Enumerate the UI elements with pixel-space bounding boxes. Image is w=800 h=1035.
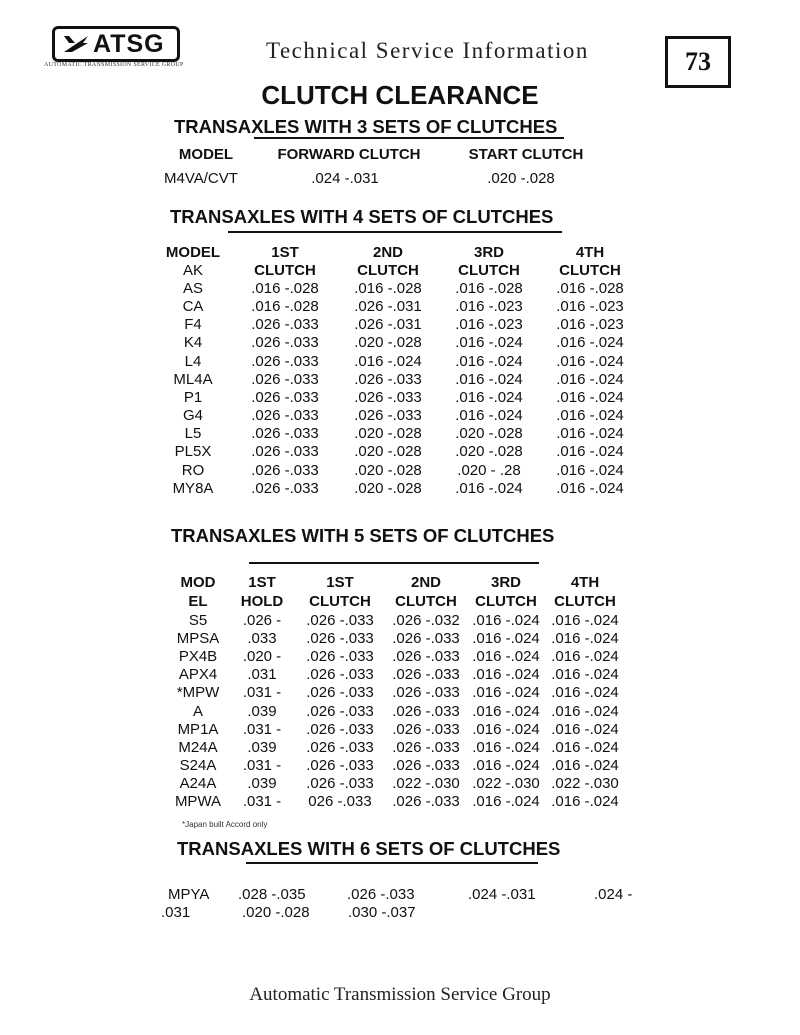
section5-value-cell: .039 bbox=[247, 703, 277, 720]
section4-col-header: 2ND bbox=[372, 244, 403, 261]
section5-value-cell: .031 - bbox=[242, 721, 282, 738]
section5-value-cell: .016 -.024 bbox=[472, 739, 540, 756]
section5-col-header: 1ST bbox=[248, 574, 276, 591]
section5-value-cell: .016 -.024 bbox=[551, 757, 619, 774]
section5-value-cell: .016 -.024 bbox=[551, 739, 619, 756]
section4-value-cell: .026 -.033 bbox=[251, 371, 319, 388]
section5-model-cell: MPSA bbox=[176, 630, 220, 647]
section4-model-cell: AS bbox=[182, 280, 203, 297]
section5-value-cell: .026 -.033 bbox=[306, 666, 374, 683]
section5-value-cell: .016 -.024 bbox=[472, 757, 540, 774]
section5-value-cell: .016 -.024 bbox=[472, 703, 540, 720]
section4-value-cell: .016 -.024 bbox=[354, 353, 422, 370]
section4-value-cell: .016 -.024 bbox=[556, 443, 624, 460]
section5-model-cell: A24A bbox=[179, 775, 217, 792]
section5-col-header: 2ND bbox=[410, 574, 441, 591]
section5-value-cell: .016 -.024 bbox=[472, 648, 540, 665]
logo-subtitle: AUTOMATIC TRANSMISSION SERVICE GROUP bbox=[44, 62, 184, 68]
section4-value-cell: .020 -.028 bbox=[354, 480, 422, 497]
section6-model: MPYA bbox=[168, 886, 210, 903]
section4-value-cell: .016 -.024 bbox=[556, 480, 624, 497]
section5-value-cell: .026 -.033 bbox=[306, 757, 374, 774]
section4-value-cell: .016 -.024 bbox=[556, 371, 624, 388]
section4-value-cell: .016 -.028 bbox=[455, 280, 523, 297]
section4-value-cell: .016 -.024 bbox=[556, 389, 624, 406]
section5-value-cell: .016 -.024 bbox=[551, 612, 619, 629]
section5-value-cell: .026 -.033 bbox=[392, 757, 460, 774]
section5-model-cell: A bbox=[192, 703, 203, 720]
section5-value-cell: .026 -.033 bbox=[306, 684, 374, 701]
section4-value-cell: .016 -.028 bbox=[251, 298, 319, 315]
section4-value-cell: .026 -.033 bbox=[251, 389, 319, 406]
section5-value-cell: .016 -.024 bbox=[551, 793, 619, 810]
section5-value-cell: .031 bbox=[247, 666, 277, 683]
section4-value-cell: .026 -.033 bbox=[251, 407, 319, 424]
section4-value-cell: .016 -.024 bbox=[556, 425, 624, 442]
section4-model-cell: AK bbox=[182, 262, 203, 279]
section3-col-model: MODEL bbox=[178, 146, 234, 163]
section5-value-cell: .026 -.033 bbox=[306, 612, 374, 629]
section5-value-cell: .026 -.033 bbox=[392, 703, 460, 720]
section5-value-cell: .016 -.024 bbox=[551, 684, 619, 701]
section5-col-header: MOD bbox=[180, 574, 216, 591]
section5-value-cell: .016 -.024 bbox=[472, 666, 540, 683]
section4-heading: TRANSAXLES WITH 4 SETS OF CLUTCHES bbox=[170, 206, 554, 227]
section4-rule bbox=[228, 231, 562, 233]
section4-value-cell: .016 -.024 bbox=[455, 407, 523, 424]
eagle-wing-icon bbox=[63, 35, 89, 53]
section5-value-cell: .026 -.032 bbox=[392, 612, 460, 629]
section4-value-cell: .026 -.033 bbox=[251, 443, 319, 460]
section4-value-cell: .016 -.024 bbox=[556, 407, 624, 424]
section4-value-cell: .016 -.023 bbox=[556, 316, 624, 333]
section6-value: .030 -.037 bbox=[348, 904, 416, 921]
section5-model-cell: *MPW bbox=[176, 684, 220, 701]
section4-value-cell: .016 -.024 bbox=[455, 389, 523, 406]
section5-value-cell: .031 - bbox=[242, 757, 282, 774]
section4-value-cell: .020 -.028 bbox=[455, 425, 523, 442]
section4-value-cell: .026 -.031 bbox=[354, 298, 422, 315]
section5-rule bbox=[249, 562, 539, 564]
section5-value-cell: .026 - bbox=[242, 612, 282, 629]
page-title: CLUTCH CLEARANCE bbox=[261, 80, 539, 110]
section4-value-cell: .026 -.031 bbox=[354, 316, 422, 333]
section5-value-cell: .022 -.030 bbox=[392, 775, 460, 792]
section4-col-header: CLUTCH bbox=[559, 262, 621, 279]
section4-col-header: CLUTCH bbox=[458, 262, 520, 279]
section5-value-cell: .039 bbox=[247, 739, 277, 756]
section5-col-header: CLUTCH bbox=[475, 593, 537, 610]
section5-model-cell: MP1A bbox=[177, 721, 219, 738]
section4-model-cell: F4 bbox=[184, 316, 202, 333]
section3-heading: TRANSAXLES WITH 3 SETS OF CLUTCHES bbox=[174, 116, 558, 137]
section4-value-cell: .016 -.024 bbox=[556, 353, 624, 370]
section6-value: .028 -.035 bbox=[238, 886, 306, 903]
section5-value-cell: .016 -.024 bbox=[472, 684, 540, 701]
section5-value-cell: .026 -.033 bbox=[306, 739, 374, 756]
section5-value-cell: .016 -.024 bbox=[551, 648, 619, 665]
section4-value-cell: .016 -.024 bbox=[455, 334, 523, 351]
section4-value-cell: .026 -.033 bbox=[251, 353, 319, 370]
section5-value-cell: .016 -.024 bbox=[472, 630, 540, 647]
section5-value-cell: .020 - bbox=[242, 648, 282, 665]
section5-value-cell: .026 -.033 bbox=[392, 684, 460, 701]
logo-text: ATSG bbox=[93, 30, 165, 58]
section4-value-cell: .026 -.033 bbox=[251, 425, 319, 442]
section3-model: M4VA/CVT bbox=[164, 170, 238, 187]
section4-col-header: CLUTCH bbox=[357, 262, 419, 279]
section6-value: .020 -.028 bbox=[242, 904, 310, 921]
section5-value-cell: .016 -.024 bbox=[551, 666, 619, 683]
service-title: Technical Service Information bbox=[266, 38, 589, 63]
section3-rule bbox=[254, 137, 564, 139]
section5-value-cell: .016 -.024 bbox=[551, 721, 619, 738]
section5-col-header: CLUTCH bbox=[554, 593, 616, 610]
section4-value-cell: .016 -.024 bbox=[455, 371, 523, 388]
section3-forward-value: .024 -.031 bbox=[311, 170, 379, 187]
section4-value-cell: .016 -.024 bbox=[556, 334, 624, 351]
section4-value-cell: .026 -.033 bbox=[251, 334, 319, 351]
section4-value-cell: .026 -.033 bbox=[251, 480, 319, 497]
section4-model-cell: ML4A bbox=[173, 371, 213, 388]
section4-model-cell: L4 bbox=[184, 353, 202, 370]
section4-value-cell: .020 -.028 bbox=[354, 443, 422, 460]
section4-model-cell: MY8A bbox=[172, 480, 214, 497]
section4-model-cell: G4 bbox=[182, 407, 203, 424]
section4-value-cell: .016 -.023 bbox=[455, 298, 523, 315]
section5-value-cell: .031 - bbox=[242, 684, 282, 701]
section5-model-cell: M24A bbox=[178, 739, 218, 756]
section3-col-forward: FORWARD CLUTCH bbox=[277, 146, 421, 163]
section5-value-cell: .026 -.033 bbox=[392, 739, 460, 756]
section3-start-value: .020 -.028 bbox=[487, 170, 555, 187]
section5-footnote: *Japan built Accord only bbox=[182, 820, 268, 829]
section5-value-cell: .026 -.033 bbox=[392, 793, 460, 810]
section4-value-cell: .026 -.033 bbox=[354, 389, 422, 406]
section5-value-cell: .026 -.033 bbox=[306, 648, 374, 665]
section5-value-cell: .026 -.033 bbox=[306, 721, 374, 738]
section5-value-cell: 026 -.033 bbox=[308, 793, 372, 810]
section4-value-cell: .016 -.024 bbox=[556, 462, 624, 479]
section5-value-cell: .016 -.024 bbox=[472, 793, 540, 810]
section4-value-cell: .016 -.028 bbox=[354, 280, 422, 297]
section5-model-cell: MPWA bbox=[174, 793, 222, 810]
section5-heading: TRANSAXLES WITH 5 SETS OF CLUTCHES bbox=[171, 525, 555, 546]
section6-heading: TRANSAXLES WITH 6 SETS OF CLUTCHES bbox=[177, 838, 561, 859]
section5-value-cell: .026 -.033 bbox=[392, 630, 460, 647]
section4-value-cell: .020 -.028 bbox=[354, 334, 422, 351]
section5-col-header: EL bbox=[188, 593, 208, 610]
section5-value-cell: .022 -.030 bbox=[472, 775, 540, 792]
section4-value-cell: .020 -.028 bbox=[455, 443, 523, 460]
section4-value-cell: .016 -.028 bbox=[251, 280, 319, 297]
section4-value-cell: .016 -.023 bbox=[556, 298, 624, 315]
section5-value-cell: .026 -.033 bbox=[392, 648, 460, 665]
section5-col-header: 4TH bbox=[570, 574, 600, 591]
section4-value-cell: .016 -.023 bbox=[455, 316, 523, 333]
section5-col-header: 1ST bbox=[326, 574, 354, 591]
section4-value-cell: .020 - .28 bbox=[457, 462, 521, 479]
section5-value-cell: .016 -.024 bbox=[551, 630, 619, 647]
section5-value-cell: .026 -.033 bbox=[392, 666, 460, 683]
section5-value-cell: .022 -.030 bbox=[551, 775, 619, 792]
section5-model-cell: PX4B bbox=[178, 648, 218, 665]
section4-model-cell: P1 bbox=[183, 389, 203, 406]
section5-value-cell: .016 -.024 bbox=[551, 703, 619, 720]
section5-value-cell: .026 -.033 bbox=[306, 775, 374, 792]
section4-model-cell: CA bbox=[182, 298, 204, 315]
section5-model-cell: S5 bbox=[188, 612, 208, 629]
section5-value-cell: .026 -.033 bbox=[306, 630, 374, 647]
section4-col-header: 1ST bbox=[271, 244, 299, 261]
section5-value-cell: .033 bbox=[247, 630, 277, 647]
section5-col-header: 3RD bbox=[490, 574, 521, 591]
atsg-logo bbox=[52, 26, 180, 62]
section4-value-cell: .026 -.033 bbox=[251, 316, 319, 333]
section4-model-cell: L5 bbox=[184, 425, 202, 442]
section5-col-header: HOLD bbox=[240, 593, 284, 610]
section4-col-header: 3RD bbox=[473, 244, 504, 261]
section4-col-header: CLUTCH bbox=[254, 262, 316, 279]
section5-col-header: CLUTCH bbox=[309, 593, 371, 610]
section4-model-cell: RO bbox=[181, 462, 205, 479]
section5-col-header: CLUTCH bbox=[395, 593, 457, 610]
section6-value: .024 - bbox=[594, 886, 633, 903]
section5-model-cell: APX4 bbox=[178, 666, 218, 683]
section5-model-cell: S24A bbox=[179, 757, 217, 774]
section5-value-cell: .031 - bbox=[242, 793, 282, 810]
section6-value: .026 -.033 bbox=[347, 886, 415, 903]
section4-value-cell: .020 -.028 bbox=[354, 425, 422, 442]
section5-value-cell: .026 -.033 bbox=[392, 721, 460, 738]
section5-value-cell: .039 bbox=[247, 775, 277, 792]
section5-value-cell: .016 -.024 bbox=[472, 721, 540, 738]
section4-model-cell: K4 bbox=[183, 334, 203, 351]
footer-company: Automatic Transmission Service Group bbox=[249, 984, 551, 1005]
section4-col-header: MODEL bbox=[165, 244, 221, 261]
section4-model-cell: PL5X bbox=[174, 443, 212, 460]
section4-value-cell: .020 -.028 bbox=[354, 462, 422, 479]
section5-value-cell: .016 -.024 bbox=[472, 612, 540, 629]
section4-value-cell: .026 -.033 bbox=[354, 371, 422, 388]
section4-col-header: 4TH bbox=[575, 244, 605, 261]
section4-value-cell: .016 -.028 bbox=[556, 280, 624, 297]
section6-value: .024 -.031 bbox=[468, 886, 536, 903]
page-number: 73 bbox=[685, 47, 711, 76]
section4-value-cell: .016 -.024 bbox=[455, 480, 523, 497]
section5-value-cell: .026 -.033 bbox=[306, 703, 374, 720]
section4-value-cell: .026 -.033 bbox=[251, 462, 319, 479]
section4-value-cell: .016 -.024 bbox=[455, 353, 523, 370]
section6-rule bbox=[246, 862, 538, 864]
section4-value-cell: .026 -.033 bbox=[354, 407, 422, 424]
section6-value: .031 bbox=[161, 904, 191, 921]
section3-col-start: START CLUTCH bbox=[468, 146, 584, 163]
